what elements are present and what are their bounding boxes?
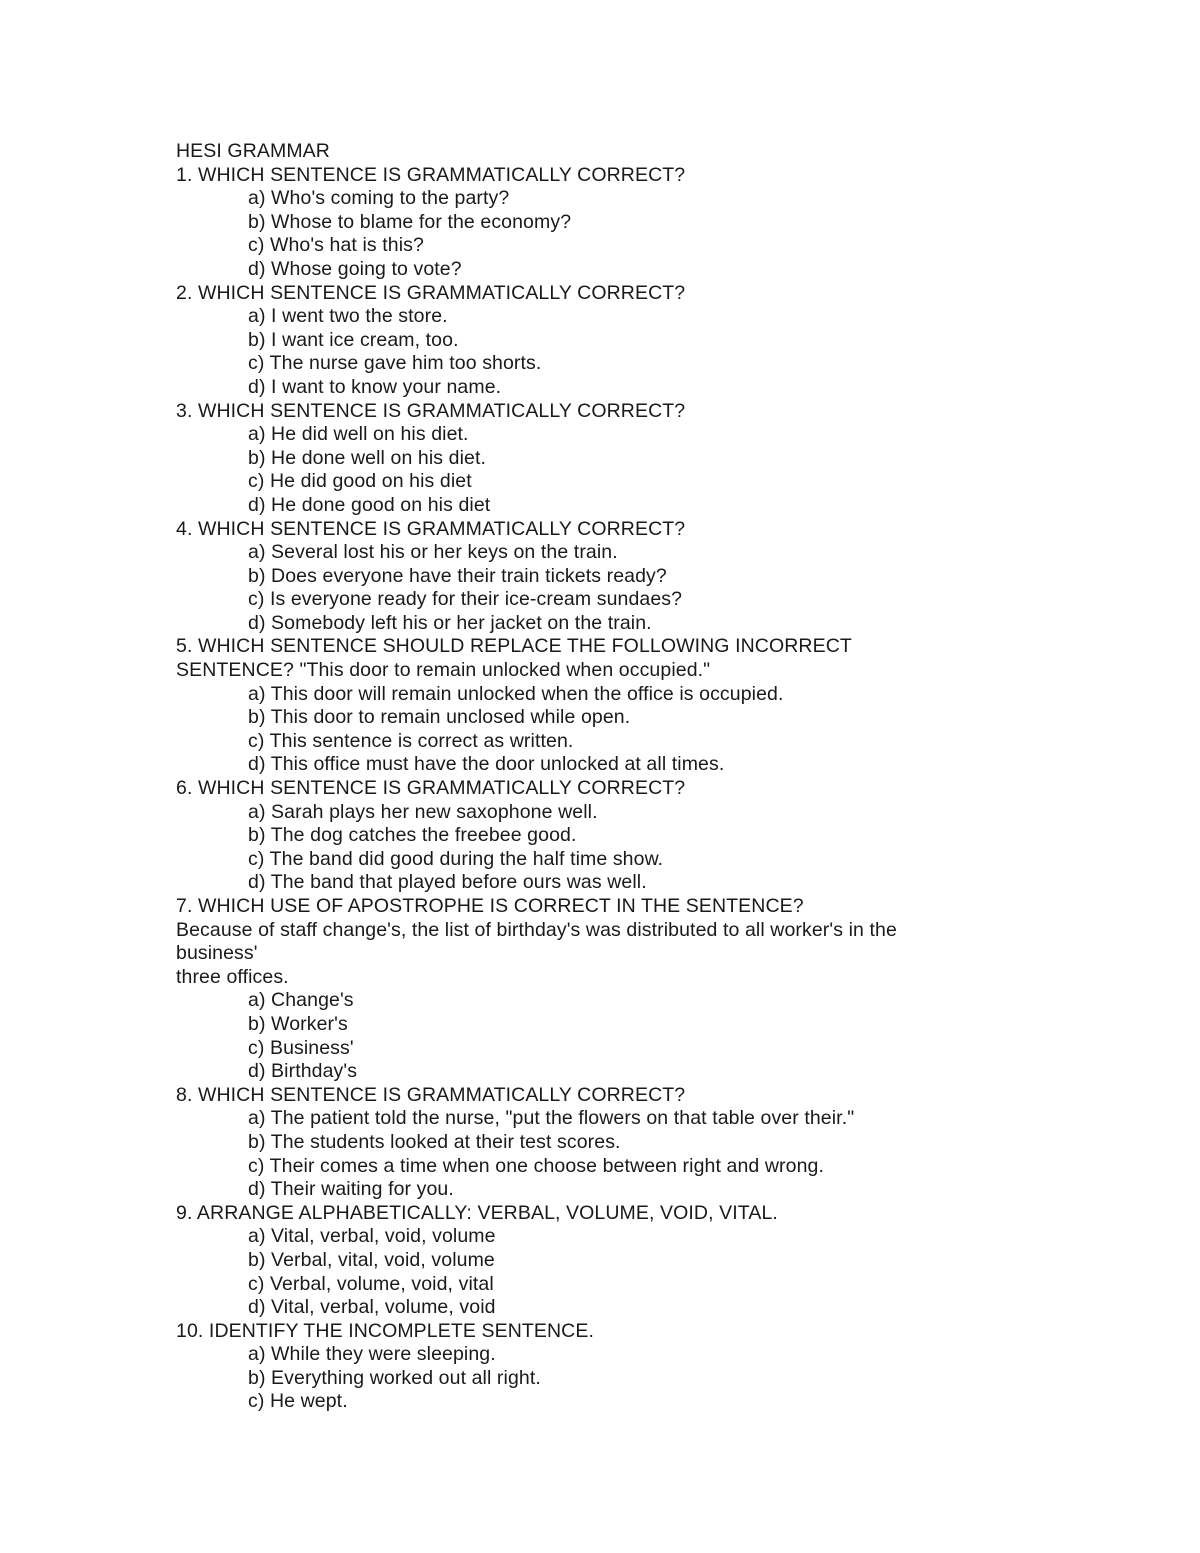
question-prompt-continued: business' <box>176 942 258 965</box>
answer-option: d) Their waiting for you. <box>248 1178 454 1201</box>
answer-option: c) The nurse gave him too shorts. <box>248 352 542 375</box>
question-block <box>176 635 1156 777</box>
answer-option: c) This sentence is correct as written. <box>248 729 574 752</box>
question-prompt-continued: Because of staff change's, the list of birthday's was distributed to all worker's in the <box>176 918 897 941</box>
question-prompt: 1. WHICH SENTENCE IS GRAMMATICALLY CORRECT? <box>176 163 686 186</box>
question-prompt: 6. WHICH SENTENCE IS GRAMMATICALLY CORRECT? <box>176 777 686 800</box>
answer-option: d) This office must have the door unlocked at all times. <box>248 753 725 776</box>
answer-option: d) Somebody left his or her jacket on the train. <box>248 611 652 634</box>
answer-option: b) The dog catches the freebee good. <box>248 824 577 847</box>
answer-option: d) Whose going to vote? <box>248 257 462 280</box>
question-prompt: 8. WHICH SENTENCE IS GRAMMATICALLY CORRECT? <box>176 1083 686 1106</box>
answer-option: b) Worker's <box>248 1012 348 1035</box>
answer-option: a) Sarah plays her new saxophone well. <box>248 800 598 823</box>
answer-option: a) I went two the store. <box>248 305 448 328</box>
answer-option: c) He wept. <box>248 1390 348 1413</box>
question-block <box>176 1084 1156 1202</box>
answer-option: a) Several lost his or her keys on the train. <box>248 541 618 564</box>
question-prompt: 4. WHICH SENTENCE IS GRAMMATICALLY CORRECT? <box>176 517 686 540</box>
answer-option: d) Birthday's <box>248 1060 358 1083</box>
answer-option: b) Everything worked out all right. <box>248 1366 541 1389</box>
question-prompt-continued: three offices. <box>176 965 289 988</box>
answer-option: a) Change's <box>248 989 354 1012</box>
question-prompt: 7. WHICH USE OF APOSTROPHE IS CORRECT IN THE SENTENCE? <box>176 895 804 917</box>
answer-option: c) Who's hat is this? <box>248 234 424 257</box>
answer-option: a) Vital, verbal, void, volume <box>248 1225 496 1248</box>
answer-option: a) While they were sleeping. <box>248 1343 496 1366</box>
answer-option: b) Does everyone have their train tickets ready? <box>248 564 667 587</box>
answer-option: d) Vital, verbal, volume, void <box>248 1296 496 1319</box>
question-prompt: 9. ARRANGE ALPHABETICALLY: VERBAL, VOLUME, VOID, VITAL. <box>176 1201 778 1224</box>
question-block <box>176 777 1156 895</box>
question-prompt: 2. WHICH SENTENCE IS GRAMMATICALLY CORRECT? <box>176 281 686 304</box>
question-list <box>176 164 1156 1414</box>
question-prompt: 3. WHICH SENTENCE IS GRAMMATICALLY CORRECT? <box>176 399 686 422</box>
answer-option: b) He done well on his diet. <box>248 446 487 469</box>
answer-option: b) Whose to blame for the economy? <box>248 210 572 233</box>
answer-option: c) Is everyone ready for their ice-cream sundaes? <box>248 588 683 611</box>
question-prompt: 5. WHICH SENTENCE SHOULD REPLACE THE FOLLOWING INCORRECT <box>176 635 852 658</box>
answer-option: b) Verbal, vital, void, volume <box>248 1248 495 1271</box>
question-block <box>176 282 1156 400</box>
answer-option: a) This door will remain unlocked when the office is occupied. <box>248 682 784 705</box>
question-block <box>176 164 1156 282</box>
answer-option: c) Their comes a time when one choose between right and wrong. <box>248 1154 824 1177</box>
question-block <box>176 518 1156 636</box>
question-block <box>176 400 1156 518</box>
question-block <box>176 1202 1156 1320</box>
question-prompt-continued: SENTENCE? "This door to remain unlocked when occupied." <box>176 659 711 682</box>
question-prompt: 10. IDENTIFY THE INCOMPLETE SENTENCE. <box>176 1319 594 1342</box>
document-title: HESI GRAMMAR <box>176 140 330 162</box>
answer-option: b) This door to remain unclosed while open. <box>248 706 631 729</box>
answer-option: c) Business' <box>248 1036 354 1059</box>
answer-option: a) Who's coming to the party? <box>248 187 510 210</box>
answer-option: a) He did well on his diet. <box>248 423 469 446</box>
document-page <box>176 140 1156 1414</box>
answer-option: d) I want to know your name. <box>248 375 502 398</box>
question-block <box>176 895 1156 1084</box>
answer-option: c) He did good on his diet <box>248 470 472 493</box>
answer-option: b) I want ice cream, too. <box>248 328 459 351</box>
question-block <box>176 1320 1156 1414</box>
answer-option: d) He done good on his diet <box>248 493 491 516</box>
answer-option: c) Verbal, volume, void, vital <box>248 1272 494 1295</box>
answer-option: a) The patient told the nurse, "put the flowers on that table over their." <box>248 1107 855 1130</box>
answer-option: d) The band that played before ours was well. <box>248 871 647 894</box>
answer-option: c) The band did good during the half time show. <box>248 847 664 870</box>
answer-option: b) The students looked at their test scores. <box>248 1130 621 1153</box>
